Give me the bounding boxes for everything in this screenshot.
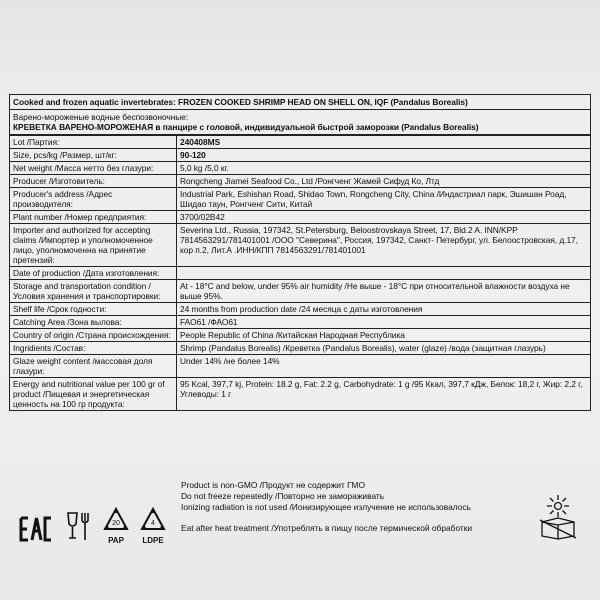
spec-row [10,267,591,280]
spec-value: Industrial Park, Eshishan Road, Shidao Town, Rongcheng City, China /Индастриал парк, Эшишан Роад, Шидао таун, Ронгченг Сити, Китай [177,188,591,211]
product-name-ru: КРЕВЕТКА ВАРЕНО-МОРОЖЕНАЯ в панцире с головой, индивидуальной быстрой заморозки (Pandalus Borealis) [13,122,479,132]
spec-value: 90-120 [177,149,591,162]
spec-value: Shrimp (Pandalus Borealis) /Креветка (Pandalus Borealis), water (glaze) /вода (защитная глазурь) [177,342,591,355]
spec-value: 3700/02B42 [177,211,591,224]
spec-value: 240408MS [177,136,591,149]
spec-value [177,267,591,280]
ldpe-label: LDPE [142,536,164,545]
spec-row [10,211,591,224]
spec-key: Catching Area /Зона вылова: [10,316,177,329]
spec-row [10,162,591,175]
spec-value: 5,0 kg /5,0 кг. [177,162,591,175]
product-title-ru [9,109,591,135]
product-category-ru: Варено-мороженые водные беспозвоночные: [13,112,189,122]
spec-row [10,188,591,211]
spec-row [10,175,591,188]
keep-frozen-icon [537,494,579,540]
spec-key: Lot /Партия: [10,136,177,149]
spec-value: 95 Kcal, 397,7 kj, Protein: 18.2 g, Fat: 2.2 g, Carbohydrate: 1 g /95 Ккал, 397,7 кДж, Белок: 18,2 г, Жир: 2,2 г, Углеводы: 1 г [177,378,591,411]
spec-value: At - 18°C and below, under 95% air humidity /Не выше - 18°C при относительной влажности воздуха не выше 95%. [177,280,591,303]
ldpe-number: 4 [151,520,155,527]
spec-key: Energy and nutritional value per 100 gr of product /Пищевая и энергетическая ценность на 100 гр продукта: [10,378,177,411]
spec-key: Storage and transportation condition /Условия хранения и транспортировки: [10,280,177,303]
spec-key: Date of production /Дата изготовления: [10,267,177,280]
spec-value: 24 months from production date /24 месяца с даты изготовления [177,303,591,316]
spec-value: Under 14% /не более 14% [177,355,591,378]
spec-row [10,378,591,411]
spec-row [10,224,591,267]
note-spacer [181,513,481,523]
spec-value: People Republic of China /Китайская Народная Республика [177,329,591,342]
spec-key: Country of origin /Страна происхождения: [10,329,177,342]
note-no-refreeze: Do not freeze repeatedly /Повторно не замораживать [181,491,385,501]
note-heat-treatment: Eat after heat treatment /Употреблять в пищу после термической обработки [181,523,473,533]
spec-row [10,149,591,162]
product-title-en: Cooked and frozen aquatic invertebrates: FROZEN COOKED SHRIMP HEAD ON SHELL ON, IQF (Pandalus Borealis) [9,94,591,109]
food-contact-icon [63,510,93,544]
note-non-gmo: Product is non-GMO /Продукт не содержит ГМО [181,480,365,490]
spec-key: Plant number /Номер предприятия: [10,211,177,224]
spec-row [10,280,591,303]
product-label [9,94,591,411]
spec-key: Net weight /Масса нетто без глазури: [10,162,177,175]
bottom-section [9,480,591,580]
spec-key: Ingridients /Состав: [10,342,177,355]
eac-mark-icon [19,516,53,542]
note-no-radiation: Ionizing radiation is not used /Ионизирующее излучение не использовалось [181,502,471,512]
spec-key: Shelf life /Срок годности: [10,303,177,316]
spec-row [10,342,591,355]
spec-value: Rongcheng Jiamei Seafood Co., Ltd /Ронгченг Жамей Сифуд Ко, Лтд [177,175,591,188]
spec-key: Size, pcs/kg /Размер, шт/кг: [10,149,177,162]
spec-key: Producer's address /Адрес производителя: [10,188,177,211]
spec-row [10,329,591,342]
spec-row [10,355,591,378]
spec-key: Glaze weight content /массовая доля глазури: [10,355,177,378]
spec-row [10,316,591,329]
pap-label: PAP [108,536,124,545]
spec-value: Severina Ltd., Russia, 197342, St.Petersburg, Beloostrovskaya Street, 17, Bld.2 A. INN/KPP 7814563291/781401001 /ООО "Северина", Россия, 197342, Санкт- Петербург, ул. Белоостровская, д.17, кор п.2, Лит.А .ИНН/КПП 7814563291/781401001 [177,224,591,267]
pap-number: 20 [112,520,120,527]
spec-key: Importer and authorized for accepting claims /Импортер и уполномоченное лицо, уполномоченна на принятие претензий: [10,224,177,267]
spec-key: Producer /Изготовитель: [10,175,177,188]
spec-row [10,303,591,316]
spec-table [9,135,591,411]
spec-value: FAO61 /ФАО61 [177,316,591,329]
product-notes [181,480,481,534]
spec-row [10,136,591,149]
